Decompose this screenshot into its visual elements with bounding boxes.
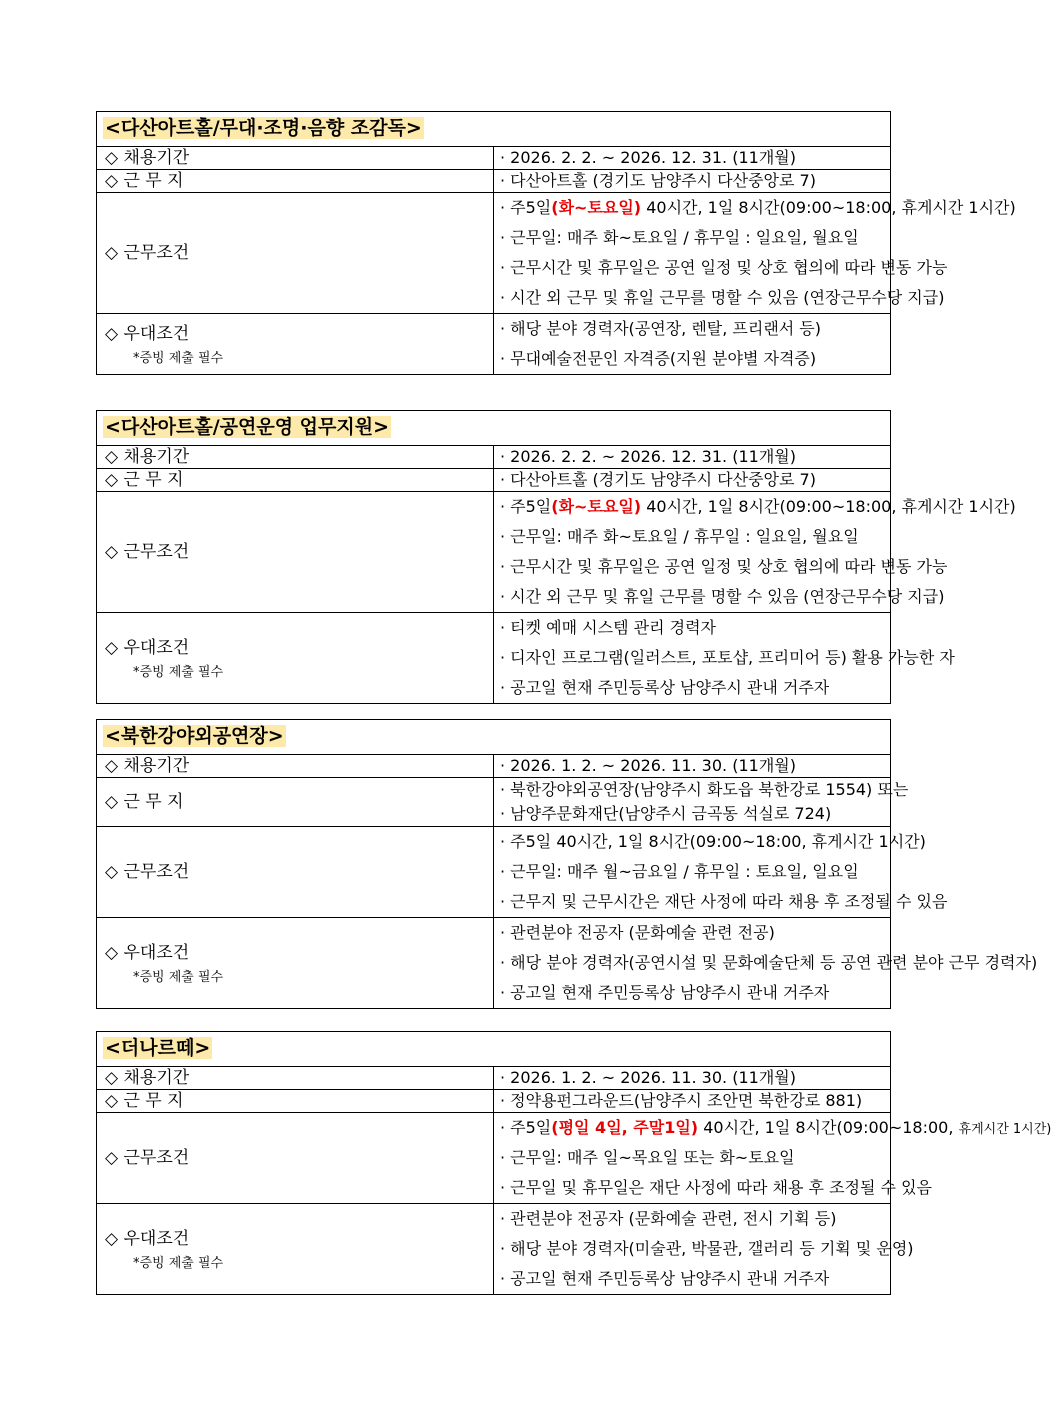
condition-item: · 근무지 및 근무시간은 재단 사정에 따라 채용 후 조정될 수 있음 xyxy=(500,892,948,911)
condition-item: · 근무시간 및 휴무일은 공연 일정 및 상호 협의에 따라 변동 가능 xyxy=(500,258,948,277)
section-dasan-performance-support xyxy=(96,410,1016,704)
location-label: ◇ 근 무 지 xyxy=(97,469,494,492)
condition-item: · 근무일 및 휴무일은 재단 사정에 따라 채용 후 조정될 수 있음 xyxy=(500,1178,932,1197)
period-value: · 2026. 2. 2. ~ 2026. 12. 31. (11개월) xyxy=(500,148,796,167)
preference-item: · 공고일 현재 주민등록상 남양주시 관내 거주자 xyxy=(500,983,830,1002)
location-label: ◇ 근 무 지 xyxy=(97,170,494,193)
condition-item: · 주5일 40시간, 1일 8시간(09:00~18:00, 휴게시간 1시간) xyxy=(500,832,926,851)
preference-label: ◇ 우대조건 xyxy=(105,324,190,344)
section-title: <더나르떼> xyxy=(105,1037,211,1059)
job-table xyxy=(96,1031,1051,1295)
condition-item: · 근무일: 매주 화~토요일 / 휴무일 : 일요일, 월요일 xyxy=(500,527,859,546)
condition-item: · 근무일: 매주 월~금요일 / 휴무일 : 토요일, 일요일 xyxy=(500,862,859,881)
section-bukhangang-outdoor xyxy=(96,719,1038,1009)
location-value: · 북한강야외공연장(남양주시 화도읍 북한강로 1554) 또는 xyxy=(500,780,909,799)
section-title: <다산아트홀/무대·조명·음향 조감독> xyxy=(105,117,422,139)
conditions-label: ◇ 근무조건 xyxy=(97,1113,494,1204)
proof-note: *증빙 제출 필수 xyxy=(133,970,224,985)
location-value: · 다산아트홀 (경기도 남양주시 다산중앙로 7) xyxy=(500,171,816,190)
period-label: ◇ 채용기간 xyxy=(97,755,494,778)
preference-label: ◇ 우대조건 xyxy=(105,943,190,963)
period-label: ◇ 채용기간 xyxy=(97,147,494,170)
preference-item: · 해당 분야 경력자(공연장, 렌탈, 프리랜서 등) xyxy=(500,319,822,338)
condition-item: · 시간 외 근무 및 휴일 근무를 명할 수 있음 (연장근무수당 지급) xyxy=(500,587,945,606)
location-value: · 남양주문화재단(남양주시 금곡동 석실로 724) xyxy=(500,804,832,823)
section-thenarte xyxy=(96,1031,1051,1295)
preference-item: · 관련분야 전공자 (문화예술 관련, 전시 기획 등) xyxy=(500,1209,837,1228)
period-value: · 2026. 1. 2. ~ 2026. 11. 30. (11개월) xyxy=(500,756,796,775)
job-table xyxy=(96,111,1016,375)
location-value: · 다산아트홀 (경기도 남양주시 다산중앙로 7) xyxy=(500,470,816,489)
condition-item: · 시간 외 근무 및 휴일 근무를 명할 수 있음 (연장근무수당 지급) xyxy=(500,288,945,307)
proof-note: *증빙 제출 필수 xyxy=(133,665,224,680)
condition-item: · 근무일: 매주 화~토요일 / 휴무일 : 일요일, 월요일 xyxy=(500,228,859,247)
condition-item: · 주5일(평일 4일, 주말1일) 40시간, 1일 8시간(09:00~18:00, 휴게시간 1시간) xyxy=(500,1118,1051,1137)
job-table xyxy=(96,719,1038,1009)
section-dasan-stage-assistant xyxy=(96,111,1016,375)
location-label: ◇ 근 무 지 xyxy=(97,778,494,827)
period-value: · 2026. 1. 2. ~ 2026. 11. 30. (11개월) xyxy=(500,1068,796,1087)
condition-item: · 주5일(화~토요일) 40시간, 1일 8시간(09:00~18:00, 휴게시간 1시간) xyxy=(500,497,1016,516)
preference-item: · 무대예술전문인 자격증(지원 분야별 자격증) xyxy=(500,349,817,368)
preference-label: ◇ 우대조건 xyxy=(105,638,190,658)
period-value: · 2026. 2. 2. ~ 2026. 12. 31. (11개월) xyxy=(500,447,796,466)
condition-item: · 주5일(화~토요일) 40시간, 1일 8시간(09:00~18:00, 휴게시간 1시간) xyxy=(500,198,1016,217)
conditions-label: ◇ 근무조건 xyxy=(97,827,494,918)
preference-item: · 관련분야 전공자 (문화예술 관련 전공) xyxy=(500,923,775,942)
preference-item: · 공고일 현재 주민등록상 남양주시 관내 거주자 xyxy=(500,678,830,697)
period-label: ◇ 채용기간 xyxy=(97,1067,494,1090)
preference-item: · 공고일 현재 주민등록상 남양주시 관내 거주자 xyxy=(500,1269,830,1288)
condition-item: · 근무시간 및 휴무일은 공연 일정 및 상호 협의에 따라 변동 가능 xyxy=(500,557,948,576)
preference-item: · 티켓 예매 시스템 관리 경력자 xyxy=(500,618,716,637)
section-title: <북한강야외공연장> xyxy=(105,725,284,747)
job-table xyxy=(96,410,1016,704)
condition-item: · 근무일: 매주 일~목요일 또는 화~토요일 xyxy=(500,1148,795,1167)
preference-item: · 디자인 프로그램(일러스트, 포토샵, 프리미어 등) 활용 가능한 자 xyxy=(500,648,955,667)
location-value: · 정약용펀그라운드(남양주시 조안면 북한강로 881) xyxy=(500,1091,863,1110)
conditions-label: ◇ 근무조건 xyxy=(97,193,494,314)
proof-note: *증빙 제출 필수 xyxy=(133,1256,224,1271)
location-label: ◇ 근 무 지 xyxy=(97,1090,494,1113)
section-title: <다산아트홀/공연운영 업무지원> xyxy=(105,416,389,438)
conditions-label: ◇ 근무조건 xyxy=(97,492,494,613)
proof-note: *증빙 제출 필수 xyxy=(133,351,224,366)
preference-label: ◇ 우대조건 xyxy=(105,1229,190,1249)
preference-item: · 해당 분야 경력자(미술관, 박물관, 갤러리 등 기획 및 운영) xyxy=(500,1239,914,1258)
period-label: ◇ 채용기간 xyxy=(97,446,494,469)
preference-item: · 해당 분야 경력자(공연시설 및 문화예술단체 등 공연 관련 분야 근무 경력자) xyxy=(500,953,1038,972)
